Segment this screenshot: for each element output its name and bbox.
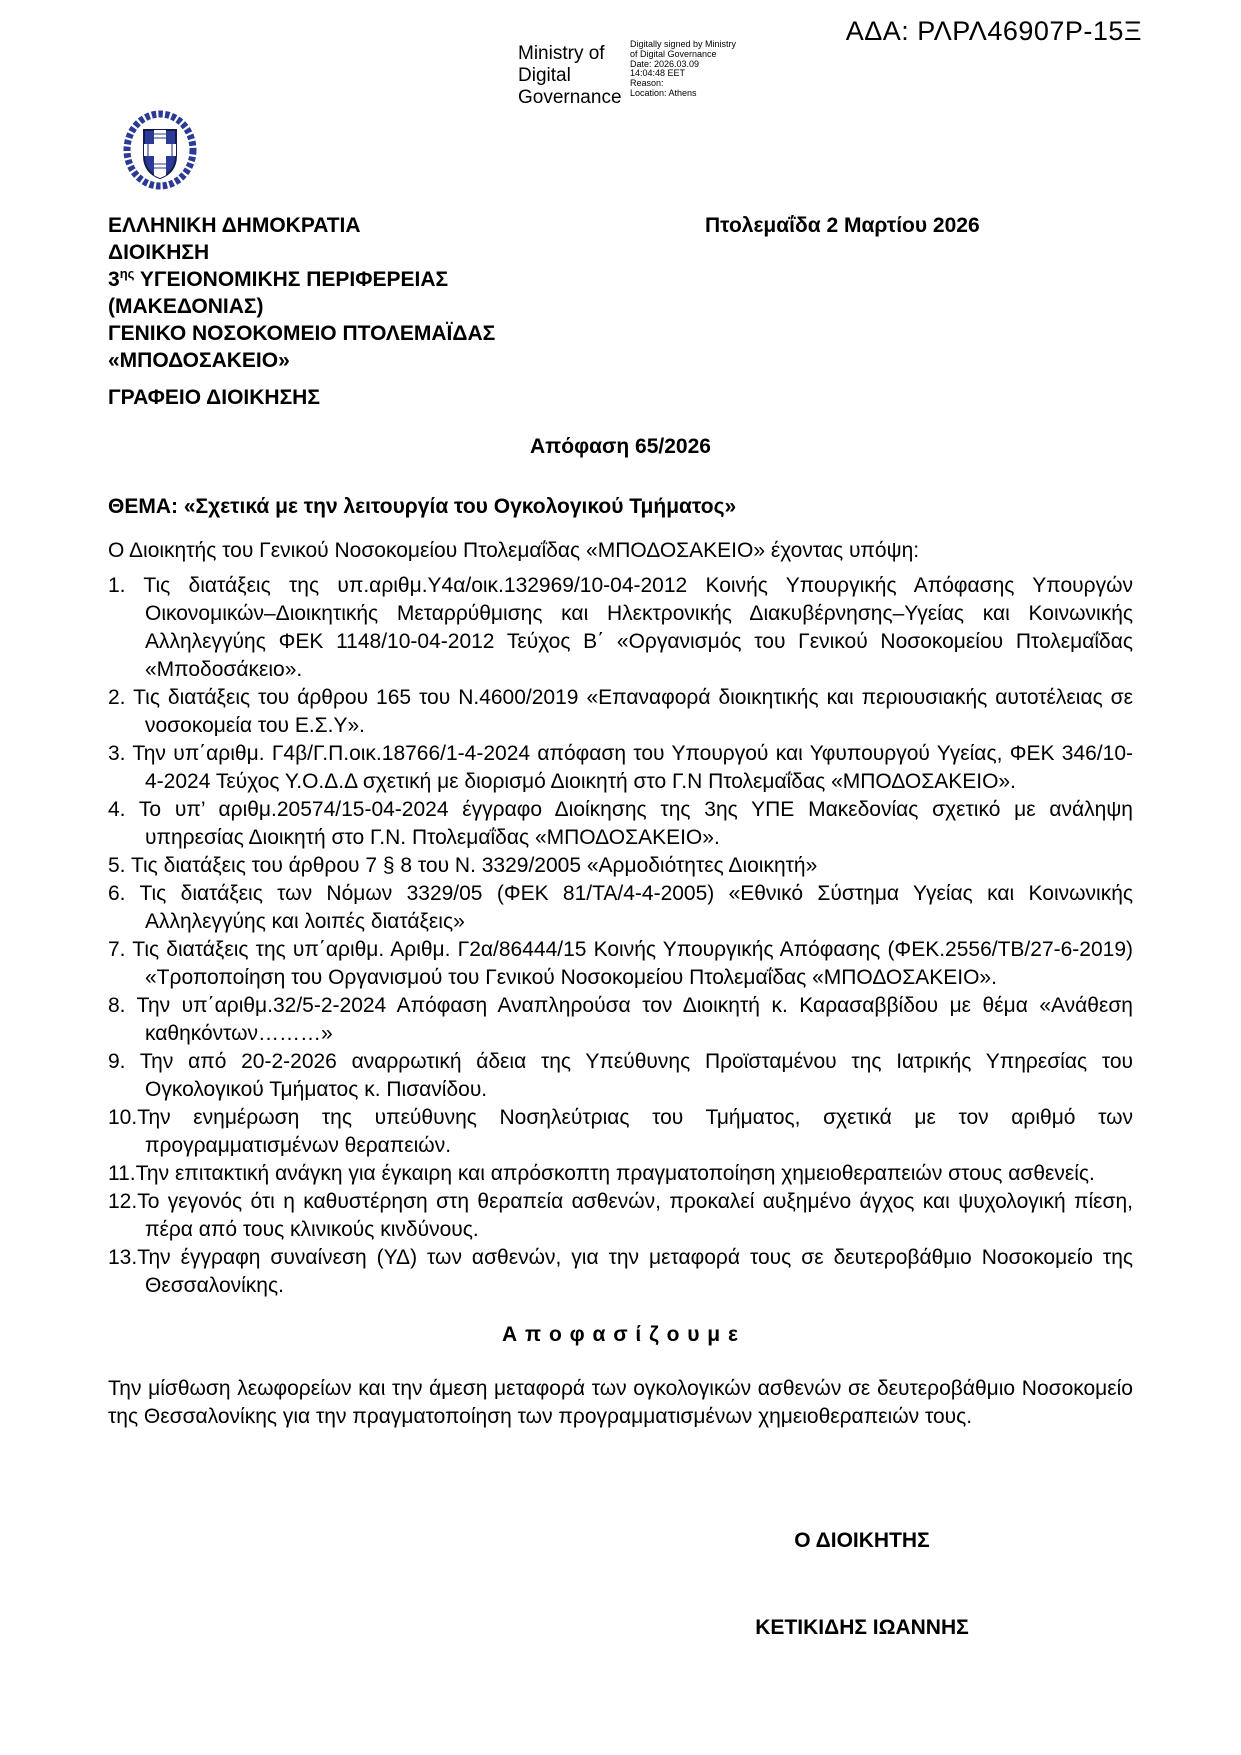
intro-paragraph: Ο Διοικητής του Γενικού Νοσοκομείου Πτολεμαΐδας «ΜΠΟΔΟΣΑΚΕΙΟ» έχοντας υπόψη: [108,539,920,562]
stamp-signer-name [518,43,628,109]
consideration-item: 13.Την έγγραφη συναίνεση (ΥΔ) των ασθενών, για την μεταφορά τους σε δευτεροβάθμιο Νοσοκομείο της Θεσσαλονίκης. [108,1246,1133,1297]
consideration-item: 2. Τις διατάξεις του άρθρου 165 του Ν.4600/2019 «Επαναφορά διοικητικής και περιουσιακής αυτοτέλειας σε νοσοκομεία του Ε.Σ.Υ». [108,686,1133,737]
authority-line: $3^{\eta\varsigma}$ ΥΓΕΙΟΝΟΜΙΚΗΣ ΠΕΡΙΦΕΡΕΙΑΣ [108,266,449,291]
stamp-name-line: Ministry of [518,43,605,64]
consideration-item: 12.Το γεγονός ότι η καθυστέρηση στη θεραπεία ασθενών, προκαλεί αυξημένο άγχος και ψυχολογική πίεση, πέρα από τους κλινικούς κινδύνους. [108,1190,1133,1241]
ada-code: ΑΔΑ: ΡΛΡΛ46907Ρ-15Ξ [845,16,1142,46]
signature-block [662,1527,1062,1642]
consideration-item: 3. Την υπ΄αριθμ. Γ4β/Γ.Π.οικ.18766/1-4-2024 απόφαση του Υπουργού και Υφυπουργού Υγείας, ΦΕΚ 346/10-4-2024 Τεύχος Υ.Ο.Δ.Δ σχετική με διορισμό Διοικητή στο Γ.Ν Πτολεμαΐδας «ΜΠΟΔΟΣΑΚΕΙΟ». [108,742,1133,793]
stamp-detail-line: Digitally signed by Ministry [630,39,737,49]
digital-signature-stamp [518,40,848,110]
stamp-detail-line: Date: 2026.03.09 [630,58,700,69]
consideration-item: 11.Την επιτακτική ανάγκη για έγκαιρη και απρόσκοπτη πραγματοποίηση χημειοθεραπειών στους ασθενείς. [108,1162,1095,1185]
consideration-item: 4. Το υπ’ αριθμ.20574/15-04-2024 έγγραφο Διοίκησης της 3ης ΥΠΕ Μακεδονίας σχετικό με ανάληψη υπηρεσίας Διοικητή στο Γ.Ν. Πτολεμαΐδας «ΜΠΟΔΟΣΑΚΕΙΟ». [108,798,1133,849]
decision-number: Απόφαση 65/2026 [530,435,711,458]
document-body [108,212,1133,1642]
place-and-date: Πτολεμαΐδα 2 Μαρτίου 2026 [705,214,980,237]
considerations-list [108,572,1133,1300]
greek-coat-of-arms [122,110,198,190]
consideration-item: 6. Τις διατάξεις των Νόμων 3329/05 (ΦΕΚ 81/ΤΑ/4-4-2005) «Εθνικό Σύστημα Υγείας και Κοινωνικής Αλληλεγγύης και λοιπές διατάξεις» [108,882,1133,933]
decide-heading: Α π ο φ α σ ί ζ ο υ μ ε [502,1323,739,1346]
authority-line: (ΜΑΚΕΔΟΝΙΑΣ) [108,295,264,318]
authority-line: ΕΛΛΗΝΙΚΗ ΔΗΜΟΚΡΑΤΙΑ [108,214,361,237]
stamp-name-line: Governance [518,87,622,108]
stamp-detail-line: of Digital Governance [630,48,717,59]
signer-title: Ο ΔΙΟΙΚΗΤΗΣ [794,1529,930,1552]
authority-line: «ΜΠΟΔΟΣΑΚΕΙΟ» [108,349,290,372]
consideration-item: 5. Τις διατάξεις του άρθρου 7 § 8 του Ν. 3329/2005 «Αρμοδιότητες Διοικητή» [108,854,818,877]
stamp-detail-line: Location: Athens [630,87,697,98]
consideration-item: 8. Την υπ΄αριθμ.32/5-2-2024 Απόφαση Αναπληρούσα τον Διοικητή κ. Καρασαββίδου με θέμα «Ανάθεση καθηκόντων………» [108,994,1133,1045]
authority-line: ΓΕΝΙΚΟ ΝΟΣΟΚΟΜΕΙΟ ΠΤΟΛΕΜΑΪΔΑΣ [108,322,496,345]
authority-line: ΔΙΟΙΚΗΣΗ [108,241,210,264]
decision-paragraph: Την μίσθωση λεωφορείων και την άμεση μεταφορά των ογκολογικών ασθενών σε δευτεροβάθμιο Νοσοκομείο της Θεσσαλονίκης για την πραγματοποίηση των προγραμματισμένων χημειοθεραπειών τους. [108,1377,1133,1428]
consideration-item: 9. Την από 20-2-2026 αναρρωτική άδεια της Υπεύθυνης Προϊσταμένου της Ιατρικής Υπηρεσίας του Ογκολογικού Τμήματος κ. Πισανίδου. [108,1050,1133,1101]
consideration-item: 1. Τις διατάξεις της υπ.αριθμ.Υ4α/οικ.132969/10-04-2012 Κοινής Υπουργικής Απόφασης Υπουργών Οικονομικών–Διοικητικής Μεταρρύθμισης και Ηλεκτρονικής Διακυβέρνησης–Υγείας και Κοινωνικής Αλληλεγγύης ΦΕΚ 1148/10-04-2012 Τεύχος Β΄ «Οργανισμός του Γενικού Νοσοκομείου Πτολεμαΐδας «Μποδοσάκειο». [108,574,1133,681]
stamp-name-line: Digital [518,65,571,86]
stamp-detail-line: Reason: [630,78,664,89]
document-header [108,212,1133,374]
stamp-detail-line: 14:04:48 EET [630,68,686,79]
signer-name: ΚΕΤΙΚΙΔΗΣ ΙΩΑΝΝΗΣ [755,1616,969,1639]
stamp-signature-details [630,40,736,99]
consideration-item: 7. Τις διατάξεις της υπ΄αριθμ. Αριθμ. Γ2α/86444/15 Κοινής Υπουργικής Απόφασης (ΦΕΚ.2556/ΤΒ/27-6-2019) «Τροποποίηση του Οργανισμού του Γενικού Νοσοκομείου Πτολεμαΐδας «ΜΠΟΔΟΣΑΚΕΙΟ». [108,938,1133,989]
consideration-item: 10.Την ενημέρωση της υπεύθυνης Νοσηλεύτριας του Τμήματος, σχετικά με τον αριθμό των προγραμματισμένων θεραπειών. [108,1106,1133,1157]
subject-line: ΘΕΜΑ: «Σχετικά με την λειτουργία του Ογκολογικού Τμήματος» [108,495,737,518]
office-line: ΓΡΑΦΕΙΟ ΔΙΟΙΚΗΣΗΣ [108,386,320,409]
